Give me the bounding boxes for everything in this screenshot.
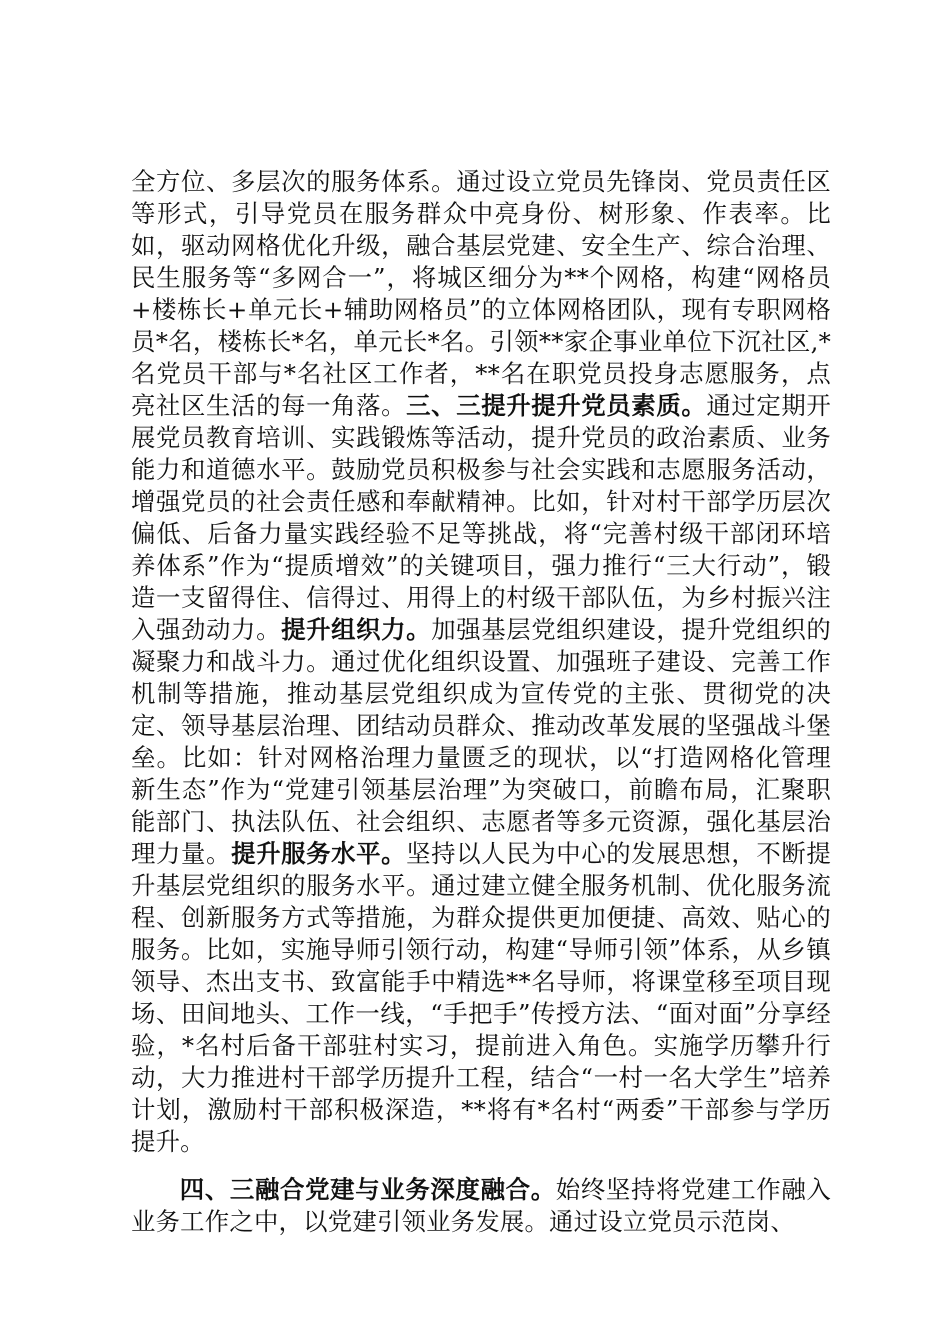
heading-improve-organizational-strength: 提升组织力。 <box>281 615 432 644</box>
paragraph-1-text-4: 坚持以人民为中心的发展思想，不断提升基层党组织的服务水平。通过建立健全服务机制、优化服务流程、创新服务方式等措施，为群众提供更加便捷、高效、贴心的服务。比如，实施导师引领行动，构建“导师引领”体系，从乡镇领导、杰出支书、致富能手中精选**名导师，将课堂移至项目现场、田间地头、工作一线，“手把手”传授方法、“面对面”分享经验，*名村后备干部驻村实习，提前进入角色。实施学历攀升行动，大力推进村干部学历提升工程，结合“一村一名大学生”培养计划，激励村干部积极深造，**将有*名村“两委”干部参与学历提升。 <box>131 839 831 1156</box>
paragraph-1-text-3: 加强基层党组织建设，提升党组织的凝聚力和战斗力。通过优化组织设置、加强班子建设、完善工作机制等措施，推动基层党组织成为宣传党的主张、贯彻党的决定、领导基层治理、团结动员群众、推动改革发展的坚强战斗堡垒。比如：针对网格治理力量匮乏的现状，以“打造网格化管理新生态”作为“党建引领基层治理”为突破口，前瞻布局，汇聚职能部门、执法队伍、社会组织、志愿者等多元资源，强化基层治理力量。 <box>131 615 832 868</box>
paragraph-2-text-1: 始终坚持将党建工作融入业务工作之中，以党建引领业务发展。通过设立党员示范岗、 <box>131 1175 831 1236</box>
heading-three-improve-party-member-quality: 三、三提升提升党员素质。 <box>406 391 707 420</box>
paragraph-1-text-1: 全方位、多层次的服务体系。通过设立党员先锋岗、党员责任区等形式，引导党员在服务群众中亮身份、树形象、作表率。比如，驱动网格优化升级，融合基层党建、安全生产、综合治理、民生服务等“多网合一”，将城区细分为**个网格，构建“网格员+楼栋长+单元长+辅助网格员”的立体网格团队，现有专职网格员*名，楼栋长*名，单元长*名。引领**家企事业单位下沉社区,*名党员干部与*名社区工作者，**名在职党员投身志愿服务，点亮社区生活的每一角落。 <box>131 167 831 420</box>
heading-improve-service-level: 提升服务水平。 <box>231 839 407 868</box>
heading-four-party-business-integration: 四、三融合党建与业务深度融合。 <box>179 1175 556 1204</box>
paragraph-1-text-2: 通过定期开展党员教育培训、实践锻炼等活动，提升党员的政治素质、业务能力和道德水平。鼓励党员积极参与社会实践和志愿服务活动，增强党员的社会责任感和奉献精神。比如，针对村干部学历层次偏低、后备力量实践经验不足等挑战，将“完善村级干部闭环培养体系”作为“提质增效”的关键项目，强力推行“三大行动”，锻造一支留得住、信得过、用得上的村级干部队伍，为乡村振兴注入强劲动力。 <box>131 391 831 644</box>
document-body <box>131 166 831 1238</box>
paragraph-2 <box>131 1174 831 1238</box>
paragraph-1 <box>131 166 831 1158</box>
